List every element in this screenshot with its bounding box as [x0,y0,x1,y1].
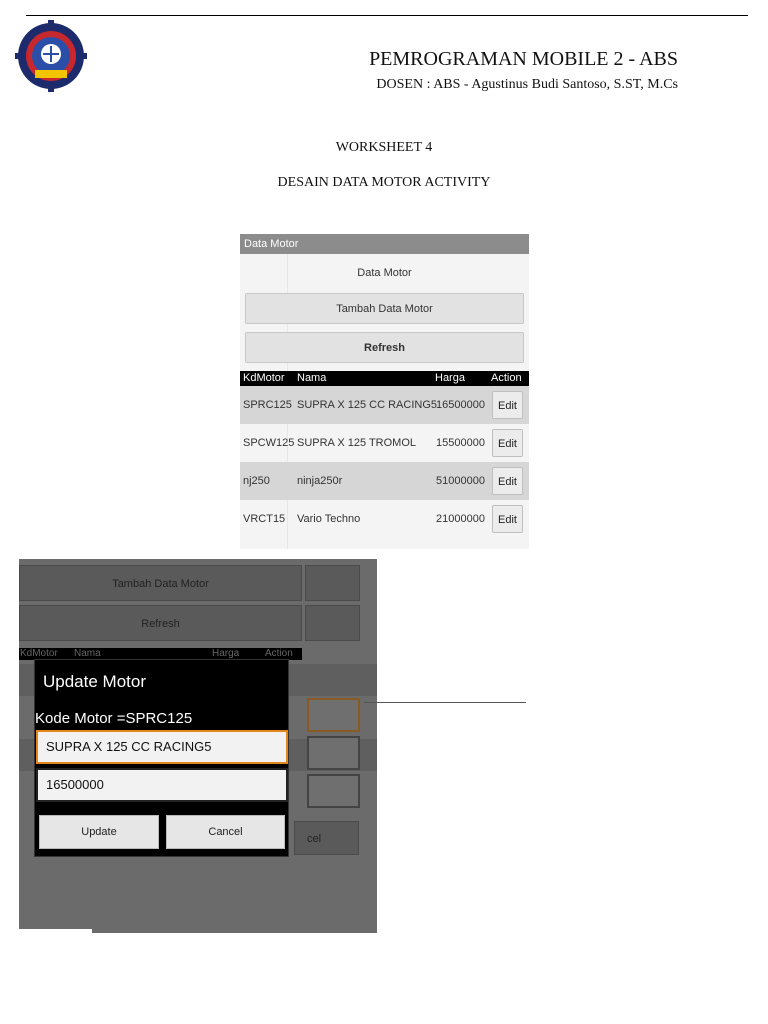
lecturer-line: DOSEN : ABS - Agustinus Budi Santoso, S.ST, M.Cs [376,77,678,92]
worksheet-subtitle: DESAIN DATA MOTOR ACTIVITY [277,175,491,190]
data-motor-label: Data Motor [357,267,412,279]
column-header-nama: Nama [297,372,327,384]
cell-harga: 21000000 [436,513,485,525]
bg-button-ghost [305,605,360,641]
bg-field-ghost [307,736,360,770]
cell-nama: SUPRA X 125 CC RACING5 [297,399,437,411]
update-motor-dialog [34,659,289,857]
bg-field-ghost [307,698,360,732]
cell-kdmotor: nj250 [243,475,270,487]
update-button[interactable]: Update [39,815,159,849]
course-title: PEMROGRAMAN MOBILE 2 - ABS [369,48,678,70]
table-row [240,500,529,538]
data-motor-screenshot [240,234,529,549]
table-header [240,371,529,386]
edit-button[interactable]: Edit [492,391,523,419]
column-header-harga: Harga [435,372,465,384]
bg-column-header: Nama [74,648,101,659]
column-header-action: Action [491,372,522,384]
table-row [240,462,529,500]
bg-column-header: Action [265,648,293,659]
bg-button-ghost [305,565,360,601]
cell-kdmotor: SPCW125 [243,437,295,449]
dialog-message: Kode Motor =SPRC125 [35,710,193,727]
column-header-kdmotor: KdMotor [243,372,285,384]
cell-nama: Vario Techno [297,513,361,525]
bg-cancel-button-ghost: cel [294,821,359,855]
cell-nama: ninja250r [297,475,343,487]
crop-gap [19,929,92,933]
cell-kdmotor: VRCT15 [243,513,286,525]
worksheet-title: WORKSHEET 4 [335,140,433,155]
bg-field-ghost [307,774,360,808]
bg-add-motor-button: Tambah Data Motor [19,565,302,601]
cancel-button[interactable]: Cancel [166,815,285,849]
top-rule [26,15,748,16]
action-bar-title: Data Motor [240,234,529,254]
table-row [240,424,529,462]
institution-logo-icon [15,20,87,92]
bg-column-header: Harga [212,648,240,659]
cell-harga: 51000000 [436,475,485,487]
dialog-title: Update Motor [43,672,146,691]
bg-refresh-button: Refresh [19,605,302,641]
motor-name-input[interactable]: SUPRA X 125 CC RACING5 [36,730,288,764]
motor-price-input[interactable]: 16500000 [36,768,288,802]
table-row [240,386,529,424]
annotation-line [364,702,526,703]
cell-kdmotor: SPRC125 [243,399,292,411]
edit-button[interactable]: Edit [492,429,523,457]
cell-nama: SUPRA X 125 TROMOL [297,437,417,449]
refresh-button[interactable]: Refresh [245,332,524,363]
cell-harga: 15500000 [436,437,485,449]
edit-button[interactable]: Edit [492,467,523,495]
edit-button[interactable]: Edit [492,505,523,533]
add-motor-button[interactable]: Tambah Data Motor [245,293,524,324]
update-motor-screenshot [19,559,377,933]
cell-harga: 16500000 [436,399,485,411]
bg-column-header: KdMotor [20,648,58,659]
